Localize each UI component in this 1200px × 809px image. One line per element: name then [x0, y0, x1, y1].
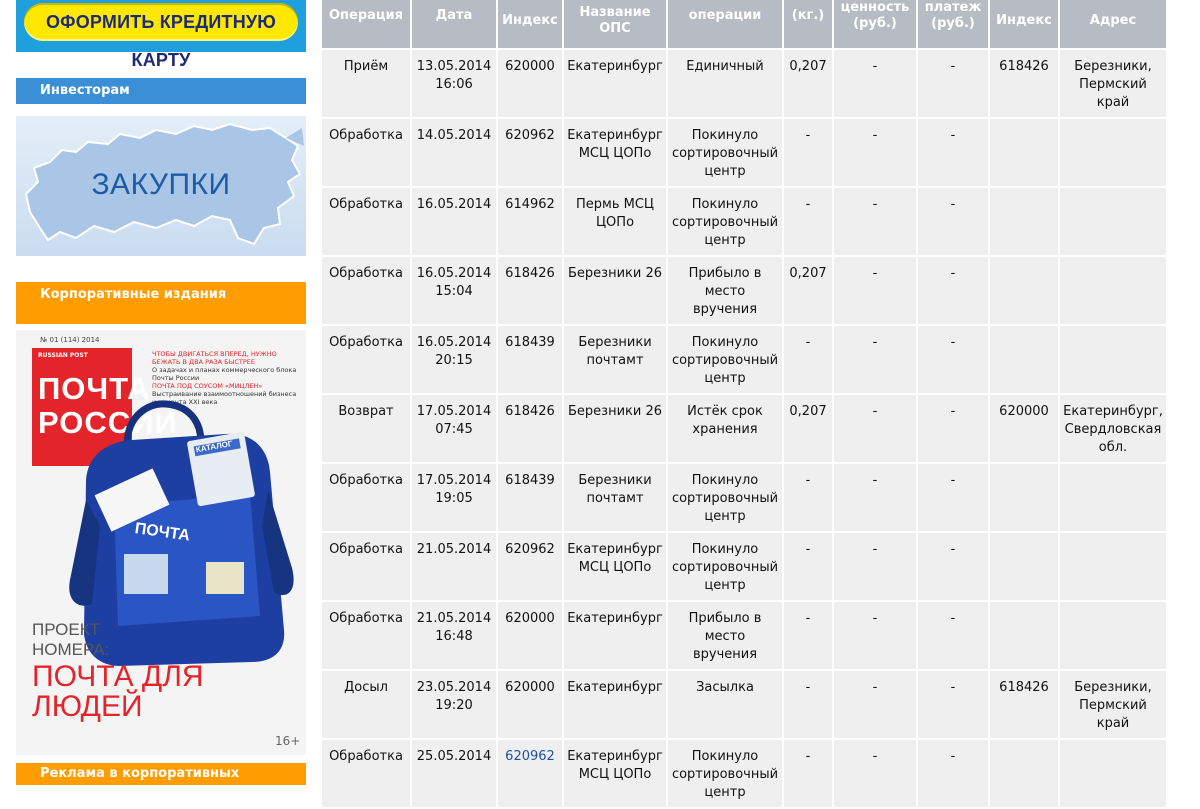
cell-ops-index: 620000	[498, 50, 562, 117]
col-dest-index: Индекс	[990, 0, 1058, 48]
cell-date: 16.05.2014 20:15	[412, 326, 496, 393]
cell-dest-index	[990, 326, 1058, 393]
cell-weight: -	[784, 602, 832, 669]
cell-ops-name: Березники почтамт	[564, 464, 666, 531]
magazine-feature-title: ПОЧТА ДЛЯ ЛЮДЕЙ	[32, 660, 204, 723]
magazine-project-label: ПРОЕКТ НОМЕРА:	[32, 620, 110, 659]
table-header-row	[322, 0, 1166, 48]
cell-operation-attr: Покинуло сортировочный центр	[668, 188, 782, 255]
cell-operation-attr: Единичный	[668, 50, 782, 117]
cell-cod: -	[918, 188, 988, 255]
cell-operation-attr: Покинуло сортировочный центр	[668, 326, 782, 393]
table-row	[322, 257, 1166, 324]
cell-declared-value: -	[834, 50, 916, 117]
tracking-table	[320, 0, 1168, 809]
bag-label: ПОЧТА	[133, 520, 191, 545]
magazine-issue: № 01 (114) 2014	[40, 336, 100, 344]
cell-ops-index: 618439	[498, 326, 562, 393]
teaser-2-headline: ПОЧТА ПОД СОУСОМ «МИЦЛЕН»	[152, 382, 263, 390]
cell-cod: -	[918, 671, 988, 738]
cell-cod: -	[918, 119, 988, 186]
cell-ops-name: Березники 26	[564, 395, 666, 462]
cell-date: 13.05.2014 16:06	[412, 50, 496, 117]
cell-date: 17.05.2014 19:05	[412, 464, 496, 531]
cell-operation-attr: Покинуло сортировочный центр	[668, 119, 782, 186]
cell-cod: -	[918, 533, 988, 600]
cell-date: 16.05.2014 15:04	[412, 257, 496, 324]
cell-operation-attr: Истёк срок хранения	[668, 395, 782, 462]
cell-cod: -	[918, 50, 988, 117]
cell-dest-address	[1060, 257, 1166, 324]
cell-operation-attr: Прибыло в место вручения	[668, 257, 782, 324]
cell-operation-attr: Покинуло сортировочный центр	[668, 464, 782, 531]
cell-operation: Обработка	[322, 326, 410, 393]
cell-declared-value: -	[834, 602, 916, 669]
col-date: Дата	[412, 0, 496, 48]
cell-ops-index: 618426	[498, 257, 562, 324]
cell-declared-value: -	[834, 740, 916, 807]
cell-weight: -	[784, 671, 832, 738]
cell-operation: Приём	[322, 50, 410, 117]
cell-ops-index: 618439	[498, 464, 562, 531]
cell-dest-index: 620000	[990, 395, 1058, 462]
col-weight: (кг.)	[784, 0, 832, 48]
magazine-title: ПОЧТА РОССИИ	[38, 371, 178, 440]
ops-index-link[interactable]: 620962	[505, 749, 555, 764]
corporate-publications-heading[interactable]: Корпоративные издания	[16, 282, 306, 324]
investors-heading[interactable]: Инвесторам	[16, 78, 306, 104]
cell-ops-name: Екатеринбург МСЦ ЦОПо	[564, 533, 666, 600]
table-row	[322, 119, 1166, 186]
cell-dest-address	[1060, 740, 1166, 807]
cell-cod: -	[918, 464, 988, 531]
cell-ops-index: 614962	[498, 188, 562, 255]
cell-date: 23.05.2014 19:20	[412, 671, 496, 738]
cell-cod: -	[918, 257, 988, 324]
credit-card-banner[interactable]	[16, 0, 306, 70]
cell-dest-address: Березники, Пермский край	[1060, 671, 1166, 738]
cell-dest-index	[990, 602, 1058, 669]
cell-declared-value: -	[834, 188, 916, 255]
cell-dest-address: Березники, Пермский край	[1060, 50, 1166, 117]
table-row	[322, 671, 1166, 738]
cell-dest-index	[990, 533, 1058, 600]
cell-ops-name: Екатеринбург	[564, 50, 666, 117]
cell-weight: -	[784, 740, 832, 807]
cell-weight: -	[784, 533, 832, 600]
cell-operation: Обработка	[322, 188, 410, 255]
cell-date: 25.05.2014	[412, 740, 496, 807]
cell-dest-index	[990, 119, 1058, 186]
cell-dest-index	[990, 464, 1058, 531]
sidebar	[16, 0, 306, 781]
table-row	[322, 395, 1166, 462]
catalog-label: КАТАЛОГ	[195, 439, 234, 455]
cell-declared-value: -	[834, 533, 916, 600]
table-row	[322, 188, 1166, 255]
teaser-2-text: Выстраивание взаимоотношений бизнеса и клиента XXI века	[152, 390, 297, 406]
cell-weight: 0,207	[784, 395, 832, 462]
cell-ops-name: Екатеринбург МСЦ ЦОПо	[564, 740, 666, 807]
cell-dest-address	[1060, 533, 1166, 600]
col-ops-index: Индекс	[498, 0, 562, 48]
cell-operation: Обработка	[322, 602, 410, 669]
tracking-table-wrap	[320, 0, 1168, 809]
cell-operation-attr: Покинуло сортировочный центр	[668, 533, 782, 600]
cell-ops-name: Екатеринбург	[564, 602, 666, 669]
cell-declared-value: -	[834, 119, 916, 186]
cell-operation: Досыл	[322, 671, 410, 738]
cell-date: 16.05.2014	[412, 188, 496, 255]
cell-date: 14.05.2014	[412, 119, 496, 186]
cell-weight: -	[784, 464, 832, 531]
cell-operation: Возврат	[322, 395, 410, 462]
cell-dest-index: 618426	[990, 671, 1058, 738]
cell-declared-value: -	[834, 464, 916, 531]
table-row	[322, 326, 1166, 393]
cell-dest-address	[1060, 188, 1166, 255]
cell-declared-value: -	[834, 326, 916, 393]
masthead-russian-post: RUSSIAN POST	[38, 352, 88, 359]
cell-declared-value: -	[834, 395, 916, 462]
cell-ops-index: 620000	[498, 671, 562, 738]
cell-date: 21.05.2014 16:48	[412, 602, 496, 669]
cell-declared-value: -	[834, 257, 916, 324]
cell-ops-index: 620962	[498, 119, 562, 186]
teaser-1-headline: ЧТОБЫ ДВИГАТЬСЯ ВПЕРЕД, НУЖНО БЕЖАТЬ В ДВА РАЗА БЫСТРЕЕ	[152, 350, 277, 366]
procurement-banner[interactable]	[16, 116, 306, 256]
cell-operation: Обработка	[322, 533, 410, 600]
cell-operation: Обработка	[322, 119, 410, 186]
cell-cod: -	[918, 602, 988, 669]
teaser-1-text: О задачах и планах коммерческого блока Почты России	[152, 366, 297, 382]
cell-dest-address	[1060, 464, 1166, 531]
cell-ops-name: Пермь МСЦ ЦОПо	[564, 188, 666, 255]
cell-ops-index	[498, 740, 562, 807]
cell-dest-index	[990, 740, 1058, 807]
cell-ops-index: 620962	[498, 533, 562, 600]
credit-card-button[interactable]: ОФОРМИТЬ КРЕДИТНУЮ КАРТУ	[24, 3, 298, 41]
cell-dest-index	[990, 257, 1058, 324]
col-ops-name: Название ОПС	[564, 0, 666, 48]
cell-cod: -	[918, 740, 988, 807]
col-operation: Операция	[322, 0, 410, 48]
cell-weight: -	[784, 119, 832, 186]
cell-dest-index	[990, 188, 1058, 255]
age-rating: 16+	[275, 734, 301, 748]
procurement-label: ЗАКУПКИ	[91, 168, 231, 201]
cell-weight: -	[784, 188, 832, 255]
cell-ops-index: 620000	[498, 602, 562, 669]
cell-ops-name: Екатеринбург МСЦ ЦОПо	[564, 119, 666, 186]
cell-weight: -	[784, 326, 832, 393]
ads-heading[interactable]: Реклама в корпоративных	[16, 763, 306, 785]
cell-ops-index: 618426	[498, 395, 562, 462]
cell-cod: -	[918, 395, 988, 462]
cell-ops-name: Екатеринбург	[564, 671, 666, 738]
col-declared-value: ценность (руб.)	[834, 0, 916, 48]
cell-operation: Обработка	[322, 257, 410, 324]
cell-dest-index: 618426	[990, 50, 1058, 117]
cell-date: 17.05.2014 07:45	[412, 395, 496, 462]
cell-dest-address	[1060, 602, 1166, 669]
col-cod: платеж (руб.)	[918, 0, 988, 48]
cell-operation: Обработка	[322, 740, 410, 807]
cell-ops-name: Березники почтамт	[564, 326, 666, 393]
tracking-table-body	[322, 50, 1166, 807]
cell-weight: 0,207	[784, 50, 832, 117]
cell-dest-address	[1060, 119, 1166, 186]
cell-dest-address: Екатеринбург, Свердловская обл.	[1060, 395, 1166, 462]
cell-dest-address	[1060, 326, 1166, 393]
cell-operation-attr: Покинуло сортировочный центр	[668, 740, 782, 807]
cell-operation: Обработка	[322, 464, 410, 531]
cell-operation-attr: Прибыло в место вручения	[668, 602, 782, 669]
cell-declared-value: -	[834, 671, 916, 738]
cell-weight: 0,207	[784, 257, 832, 324]
cell-ops-name: Березники 26	[564, 257, 666, 324]
table-row	[322, 464, 1166, 531]
cell-date: 21.05.2014	[412, 533, 496, 600]
table-row	[322, 50, 1166, 117]
cell-operation-attr: Засылка	[668, 671, 782, 738]
magazine-cover[interactable]	[16, 330, 306, 755]
table-row	[322, 740, 1166, 807]
col-operation-attr: операции	[668, 0, 782, 48]
cell-cod: -	[918, 326, 988, 393]
col-dest-address: Адрес	[1060, 0, 1166, 48]
table-row	[322, 602, 1166, 669]
table-row	[322, 533, 1166, 600]
